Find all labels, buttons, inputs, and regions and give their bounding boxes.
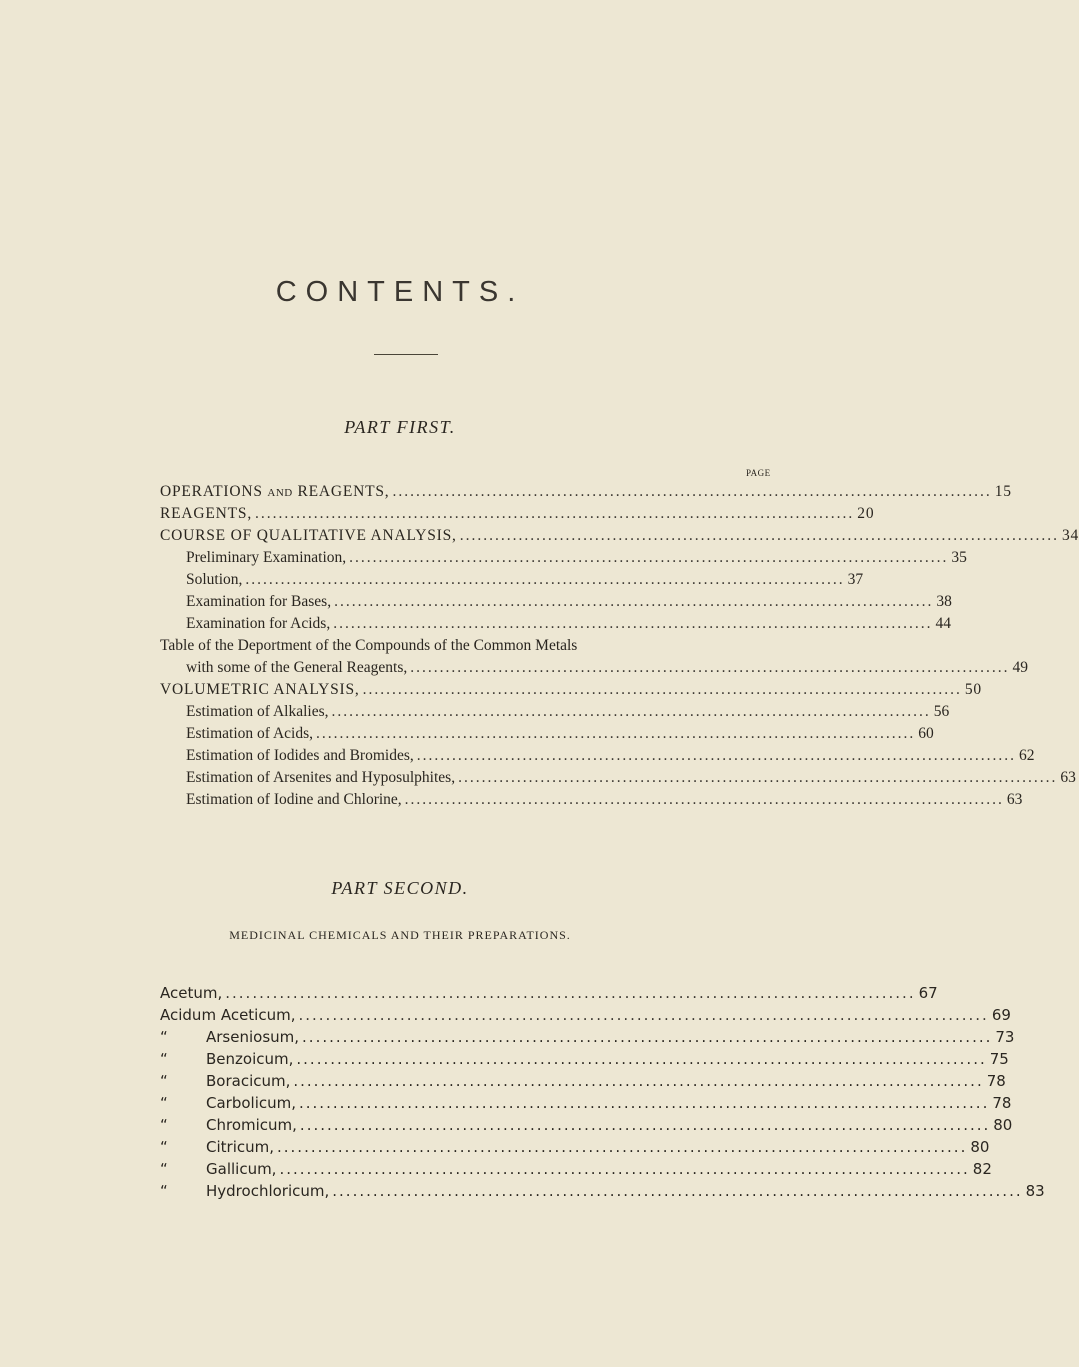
toc-entry[interactable] <box>160 503 875 525</box>
ditto-mark: “ <box>160 1160 168 1178</box>
leader-dots: ...................................................................................................... <box>333 615 933 632</box>
ditto-mark: “ <box>160 1050 168 1068</box>
toc-entry-page: 75 <box>989 1050 1009 1068</box>
toc-entry-label: Examination for Acids, <box>186 615 331 632</box>
toc-entry[interactable] <box>186 591 952 613</box>
toc-entry-page: 73 <box>995 1028 1015 1046</box>
leader-dots: ...................................................................................................... <box>458 769 1058 786</box>
toc-entry-label: Acidum Aceticum, <box>160 1006 296 1024</box>
toc-entry[interactable] <box>160 1158 992 1180</box>
toc-entry-label: Estimation of Arsenites and Hyposulphites, <box>186 769 456 786</box>
ditto-mark: “ <box>160 1116 168 1134</box>
toc-entry-label: Boracicum, <box>206 1072 291 1090</box>
toc-entry-page: 15 <box>994 483 1012 500</box>
leader-dots: ...................................................................................................... <box>277 1138 968 1156</box>
toc-entry-page: 37 <box>847 571 864 588</box>
leader-dots: ...................................................................................................... <box>245 571 845 588</box>
toc-entry-page: 62 <box>1018 747 1035 764</box>
toc-entry[interactable] <box>160 679 982 701</box>
leader-dots: ...................................................................................................... <box>410 659 1010 676</box>
toc-entry-page: 82 <box>972 1160 992 1178</box>
toc-entry-page: 80 <box>970 1138 990 1156</box>
leader-dots: ...................................................................................................... <box>416 747 1016 764</box>
leader-dots: ...................................................................................................... <box>302 1028 993 1046</box>
toc-entry-label: Solution, <box>186 571 243 588</box>
toc-entry-label: Table of the Deportment of the Compounds of the Common Metals <box>160 637 578 654</box>
toc-entry-label: Estimation of Acids, <box>186 725 314 742</box>
toc-entry[interactable] <box>160 525 1079 547</box>
leader-dots: ...................................................................................................... <box>404 791 1004 808</box>
leader-dots: ...................................................................................................... <box>331 703 931 720</box>
toc-entry-label: with some of the General Reagents, <box>186 659 408 676</box>
toc-entry[interactable] <box>186 767 1076 789</box>
toc-entry-page: 34 <box>1061 527 1079 544</box>
toc-entry-label: Estimation of Iodine and Chlorine, <box>186 791 402 808</box>
toc-entry-page: 44 <box>935 615 951 632</box>
toc-entry[interactable] <box>160 1092 1012 1114</box>
toc-entry-page: 20 <box>857 505 875 522</box>
leader-dots: ...................................................................................................... <box>225 984 916 1002</box>
ditto-mark: “ <box>160 1072 168 1090</box>
toc-entry[interactable] <box>160 1026 1015 1048</box>
toc-entry[interactable] <box>186 723 934 745</box>
toc-entry[interactable] <box>160 982 938 1004</box>
toc-entry-label: Examination for Bases, <box>186 593 332 610</box>
toc-entry[interactable] <box>160 481 1012 504</box>
toc-entry[interactable] <box>186 547 967 569</box>
leader-dots: ...................................................................................................... <box>334 593 934 610</box>
ditto-mark: “ <box>160 1138 168 1156</box>
leader-dots: ...................................................................................................... <box>362 681 962 698</box>
leader-dots: ...................................................................................................... <box>349 549 949 566</box>
toc-entry-label: Citricum, <box>206 1138 274 1156</box>
toc-entry-page: 49 <box>1012 659 1028 676</box>
toc-entry[interactable] <box>186 745 1035 767</box>
toc-entry-page: 80 <box>993 1116 1013 1134</box>
toc-entry-page: 67 <box>918 984 938 1002</box>
part-first-heading: PART FIRST. <box>344 417 456 437</box>
toc-entry[interactable] <box>186 569 864 591</box>
leader-dots: ...................................................................................................... <box>299 1116 991 1134</box>
toc-entry[interactable] <box>186 789 1023 811</box>
toc-entry-label: COURSE OF QUALITATIVE ANALYSIS, <box>160 527 457 544</box>
toc-entry[interactable] <box>186 613 951 635</box>
toc-entry-label: Estimation of Alkalies, <box>186 703 329 720</box>
leader-dots: ...................................................................................................... <box>299 1094 990 1112</box>
part-second-heading: PART SECOND. <box>331 878 469 898</box>
toc-entry-label: Arseniosum, <box>206 1028 300 1046</box>
toc-entry-label: Acetum, <box>160 984 223 1002</box>
toc-entry[interactable] <box>160 1114 1013 1136</box>
toc-entry-page: 78 <box>986 1072 1006 1090</box>
toc-entry[interactable] <box>160 1136 990 1158</box>
leader-dots: ...................................................................................................... <box>298 1006 989 1024</box>
toc-entry-page: 35 <box>951 549 967 566</box>
toc-entry-page: 50 <box>964 681 982 698</box>
toc-entry-label: VOLUMETRIC ANALYSIS, <box>160 681 360 698</box>
toc-entry-label: Gallicum, <box>206 1160 277 1178</box>
toc-entry-label: Hydrochloricum, <box>206 1182 330 1200</box>
leader-dots: ...................................................................................................... <box>255 505 855 522</box>
toc-entry-page: 63 <box>1060 769 1076 786</box>
part-second-subheading: MEDICINAL CHEMICALS AND THEIR PREPARATIONS. <box>229 928 571 942</box>
toc-entry-label: Estimation of Iodides and Bromides, <box>186 747 414 764</box>
toc-entry[interactable] <box>160 1070 1006 1092</box>
toc-entry-page: 56 <box>933 703 950 720</box>
leader-dots: ...................................................................................................... <box>293 1072 984 1090</box>
ditto-mark: “ <box>160 1182 168 1200</box>
toc-entry[interactable] <box>160 1004 1011 1026</box>
page-column-label: PAGE <box>746 468 771 478</box>
toc-entry-page: 78 <box>992 1094 1012 1112</box>
toc-entry-label: Carbolicum, <box>206 1094 296 1112</box>
title-rule <box>374 354 438 355</box>
toc-entry[interactable] <box>186 657 1028 679</box>
leader-dots: ...................................................................................................... <box>316 725 916 742</box>
toc-entry[interactable] <box>160 1180 1045 1202</box>
toc-entry[interactable] <box>186 701 950 723</box>
leader-dots: ...................................................................................................... <box>459 527 1059 544</box>
toc-entry-page: 69 <box>991 1006 1011 1024</box>
toc-entry-page: 83 <box>1025 1182 1045 1200</box>
toc-entry-page: 63 <box>1006 791 1023 808</box>
toc-entry-label: Benzoicum, <box>206 1050 294 1068</box>
toc-entry-line1 <box>160 635 670 657</box>
toc-entry-label: Preliminary Examination, <box>186 549 347 566</box>
page-title: CONTENTS. <box>275 276 525 308</box>
ditto-mark: “ <box>160 1028 168 1046</box>
leader-dots: ...................................................................................................... <box>296 1050 987 1068</box>
toc-entry-page: 60 <box>918 725 934 742</box>
leader-dots: ...................................................................................................... <box>279 1160 970 1178</box>
toc-entry-label: OPERATIONS AND REAGENTS, <box>160 483 390 500</box>
toc-entry[interactable] <box>160 1048 1009 1070</box>
leader-dots: ...................................................................................................... <box>332 1182 1023 1200</box>
ditto-mark: “ <box>160 1094 168 1112</box>
toc-entry-label: Chromicum, <box>206 1116 297 1134</box>
toc-entry-page: 38 <box>936 593 952 610</box>
toc-entry-label: REAGENTS, <box>160 505 253 522</box>
leader-dots: ...................................................................................................... <box>392 483 992 500</box>
